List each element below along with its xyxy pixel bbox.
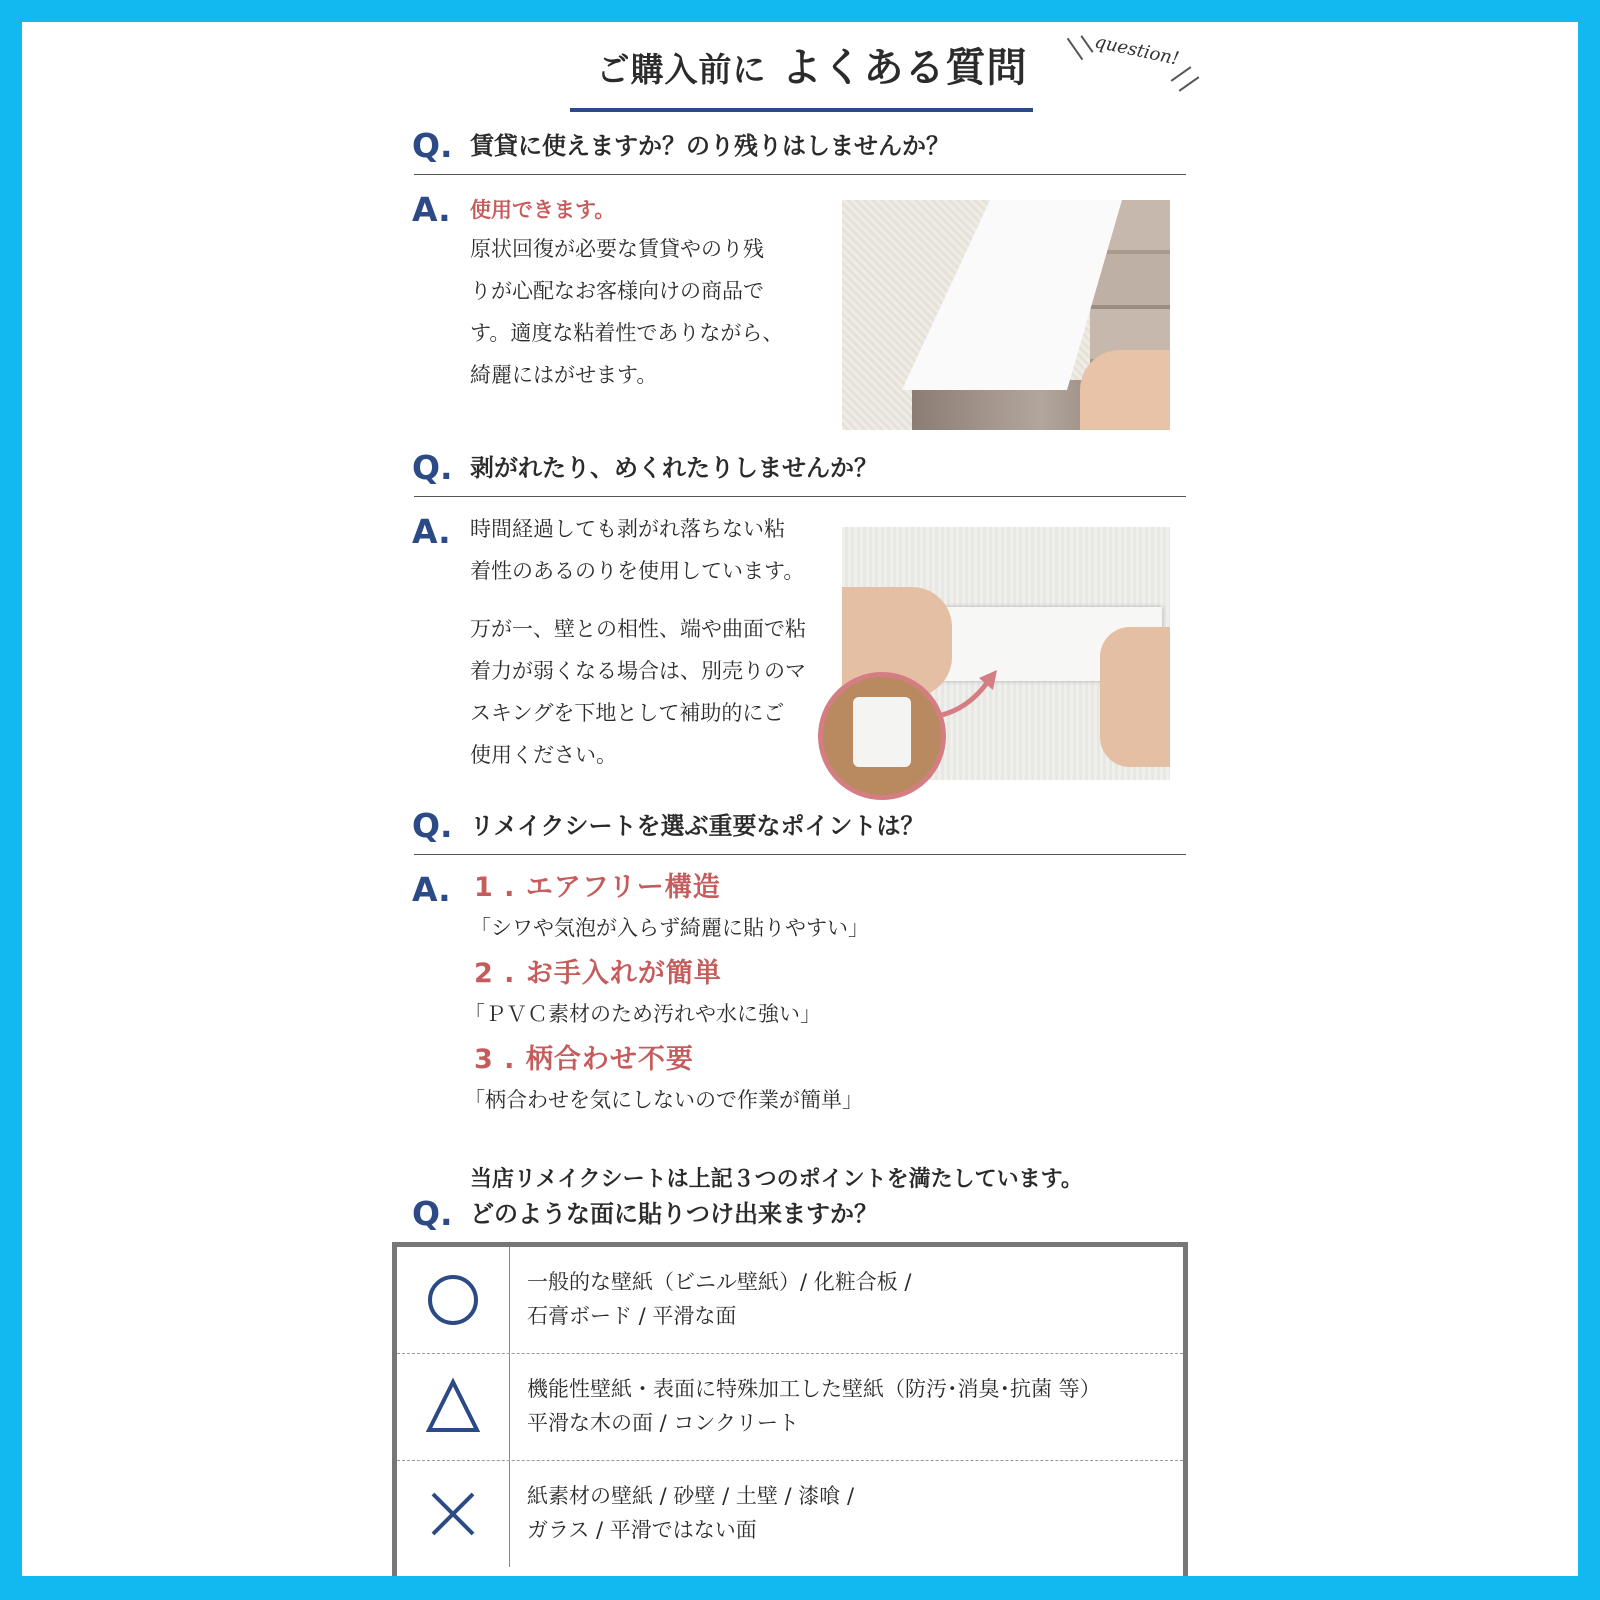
answer-line: 使用ください。 [470,743,617,767]
point-2-title: 2 . お手入れが簡単 [474,958,722,989]
divider [414,174,1186,175]
circle-icon [397,1247,509,1353]
sym-cell [397,1247,510,1353]
q-mark: Q. [412,806,453,845]
row-text [527,1372,1101,1440]
question-1-text: 賃貸に使えますか？のり残りはしませんか？ [470,132,950,160]
point-3-title: 3 . 柄合わせ不要 [474,1044,694,1075]
cross-icon [397,1461,509,1567]
question-tag [1070,32,1230,92]
peeling-sheet-photo [842,200,1170,430]
question-2-text: 剥がれたり、めくれたりしませんか？ [470,454,878,482]
row-line: 石膏ボード / 平滑な面 [527,1304,737,1328]
sym-cell [397,1461,510,1567]
answer-line: す。適度な粘着性でありながら、 [470,321,784,345]
question-3 [412,804,1184,848]
row-line: 紙素材の壁紙 / 砂壁 / 土壁 / 漆喰 / [527,1484,855,1508]
q-mark: Q. [412,1194,453,1233]
title-block [562,40,1062,98]
point-1-desc: 「シワや気泡が入らず綺麗に貼りやすい」 [470,916,869,940]
masking-tape-photo [818,672,946,800]
row-line: 平滑な木の面 / コンクリート [527,1411,800,1435]
table-row [397,1247,1183,1354]
sym-cell [397,1354,510,1460]
answer-line: 着性のあるのりを使用しています。 [470,559,805,583]
q-mark: Q. [412,126,453,165]
q-mark: Q. [412,448,453,487]
answer-line: 万が一、壁との相性、端や曲面で粘 [470,617,806,641]
question-2 [412,446,1184,490]
a-mark: A. [412,190,451,229]
row-line: 機能性壁紙・表面に特殊加工した壁紙（防汚･消臭･抗菌 等） [527,1377,1101,1401]
question-4 [412,1192,1184,1236]
point-2-desc: 「ＰＶＣ素材のため汚れや水に強い」 [464,1002,821,1026]
row-text [527,1479,854,1547]
divider [414,854,1186,855]
title-underline [570,108,1033,112]
table-row [397,1354,1183,1461]
a-mark: A. [412,870,451,909]
row-line: ガラス / 平滑ではない面 [527,1518,757,1542]
answer-line: 原状回復が必要な賃貸やのり残 [470,237,764,261]
answer-2-body-b [470,608,830,776]
question-1 [412,124,1184,168]
table-row [397,1461,1183,1567]
row-line: 一般的な壁紙（ビニル壁紙）/ 化粧合板 / [527,1270,912,1294]
divider [414,496,1186,497]
title-main: よくある質問 [781,45,1028,91]
point-3-desc: 「柄合わせを気にしないので作業が簡単」 [464,1088,863,1112]
question-3-text: リメイクシートを選ぶ重要なポイントは？ [470,812,925,840]
answer-1-body [470,228,830,396]
point-1-title: 1 . エアフリー構造 [474,872,721,903]
question-tag-text: question! [1092,31,1181,70]
page-title [562,40,1062,98]
answer-line: 綺麗にはがせます。 [470,363,658,387]
answer-line: 着力が弱くなる場合は、別売りのマ [470,659,806,683]
triangle-icon [397,1354,509,1460]
question-4-text: どのような面に貼りつけ出来ますか？ [470,1200,878,1228]
title-prefix: ご購入前に [596,50,767,89]
faq-page [22,22,1578,1576]
row-text [527,1265,912,1333]
surface-compatibility-table [392,1242,1188,1576]
answer-line: スキングを下地として補助的にご [470,701,785,725]
answer-line: りが心配なお客様向けの商品で [470,279,764,303]
answer-1-highlight: 使用できます。 [470,198,616,222]
a-mark: A. [412,512,451,551]
answer-2-body-a [470,508,830,592]
answer-line: 時間経過しても剥がれ落ちない粘 [470,517,785,541]
points-summary: 当店リメイクシートは上記３つのポイントを満たしています。 [470,1167,1083,1192]
